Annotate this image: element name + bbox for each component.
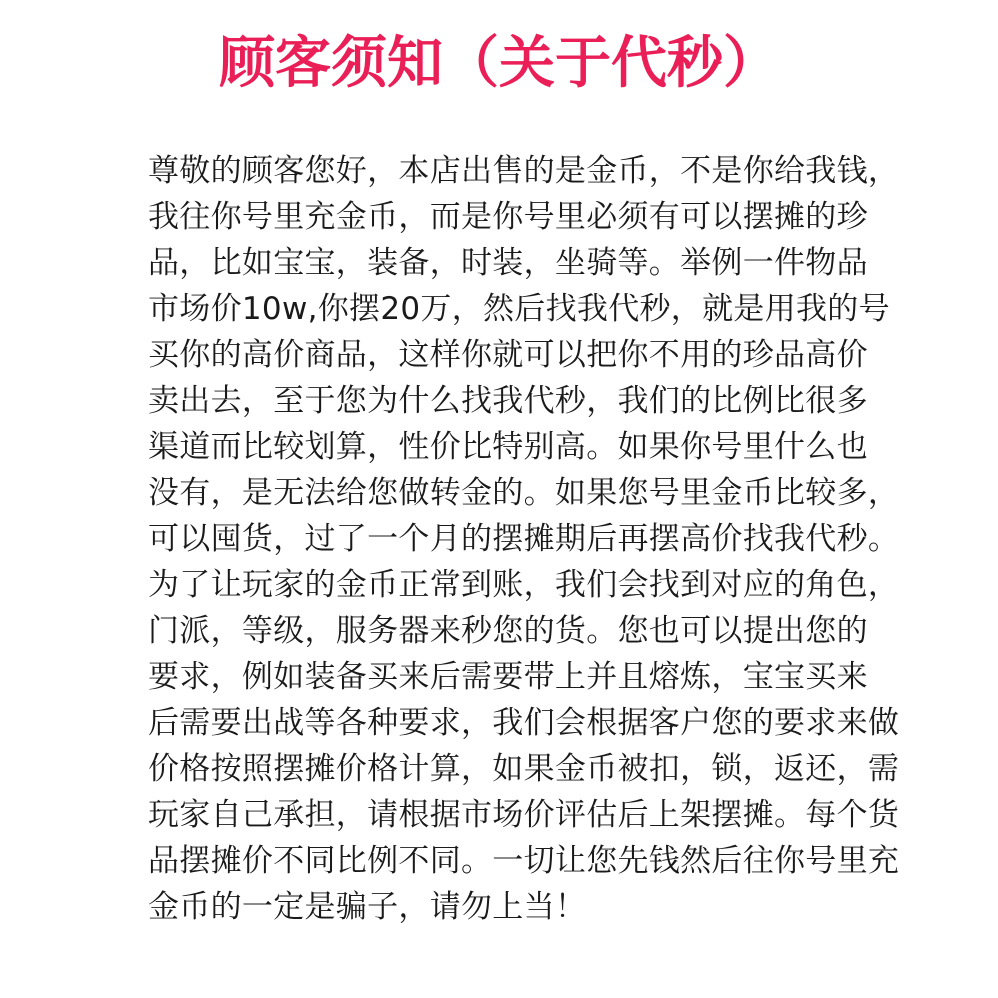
notice-line: 金币的一定是骗子，请勿上当！ xyxy=(148,889,587,925)
notice-line: 买你的高价商品，这样你就可以把你不用的珍品高价 xyxy=(148,337,868,373)
notice-line: 我往你号里充金币，而是你号里必须有可以摆摊的珍 xyxy=(148,199,868,235)
notice-line: 品摆摊价不同比例不同。一切让您先钱然后往你号里充 xyxy=(148,843,900,879)
notice-line: 后需要出战等各种要求，我们会根据客户您的要求来做 xyxy=(148,705,900,741)
notice-line: 门派，等级，服务器来秒您的货。您也可以提出您的 xyxy=(148,613,868,649)
notice-line: 价格按照摆摊价格计算，如果金币被扣，锁，返还，需 xyxy=(148,751,900,787)
notice-line: 品，比如宝宝，装备，时装，坐骑等。举例一件物品 xyxy=(148,245,868,281)
notice-line: 渠道而比较划算，性价比特别高。如果你号里什么也 xyxy=(148,429,868,465)
notice-line: 尊敬的顾客您好，本店出售的是金币，不是你给我钱， xyxy=(148,153,900,189)
notice-line: 为了让玩家的金币正常到账，我们会找到对应的角色， xyxy=(148,567,900,603)
notice-line: 玩家自己承担，请根据市场价评估后上架摆摊。每个货 xyxy=(148,797,900,833)
notice-line: 要求，例如装备买来后需要带上并且熔炼，宝宝买来 xyxy=(148,659,868,695)
notice-line: 可以囤货，过了一个月的摆摊期后再摆高价找我代秒。 xyxy=(148,521,900,557)
notice-line: 卖出去，至于您为什么找我代秒，我们的比例比很多 xyxy=(148,383,868,419)
notice-line: 没有，是无法给您做转金的。如果您号里金币比较多， xyxy=(148,475,900,511)
notice-body xyxy=(148,148,900,930)
notice-title: 顾客须知（关于代秒） xyxy=(219,31,779,96)
notice-line: 市场价10w,你摆20万，然后找我代秒，就是用我的号 xyxy=(148,291,890,327)
